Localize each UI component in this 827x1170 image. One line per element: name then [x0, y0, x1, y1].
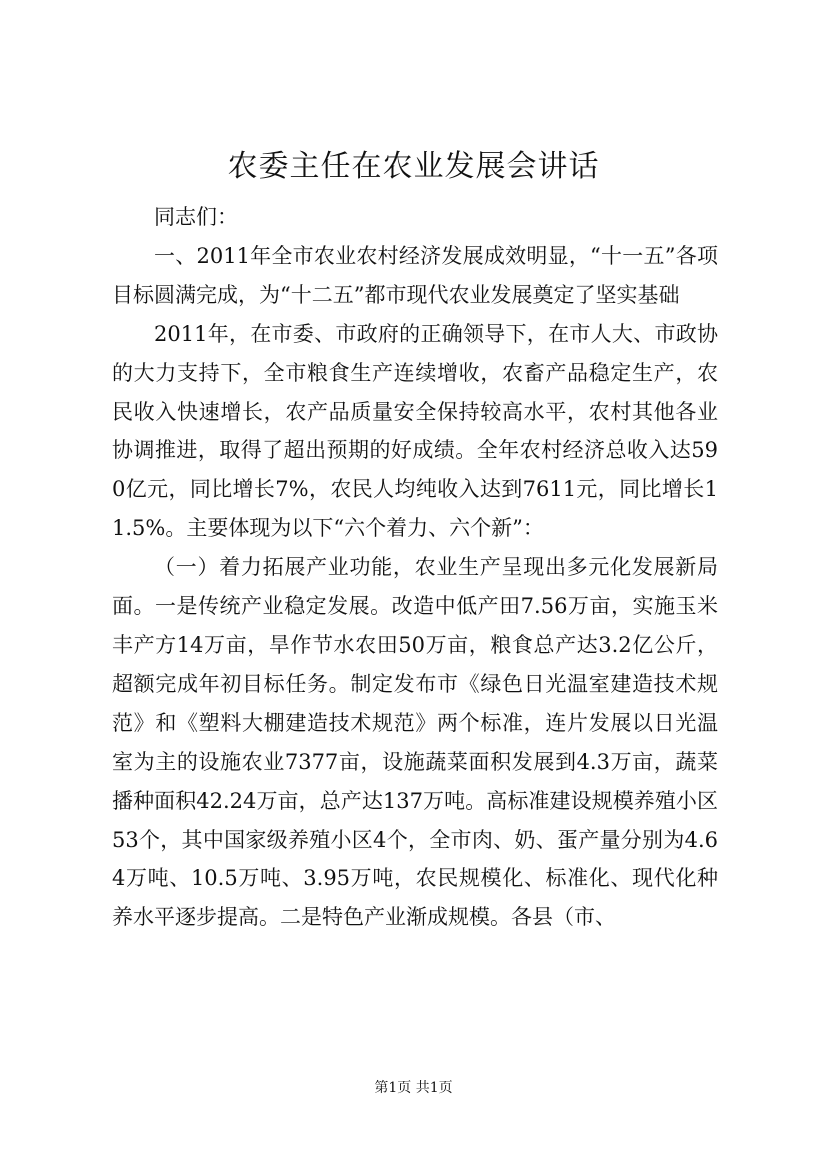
summary-paragraph: 2011年，在市委、市政府的正确领导下，在市人大、市政协的大力支持下，全市粮食生产连续增收，农畜产品稳定生产，农民收入快速增长，农产品质量安全保持较高水平，农村其他各业协调推进，取得了超出预期的好成绩。全年农村经济总收入达590亿元，同比增长7%，农民人均纯收入达到7611元，同比增长11.5%。主要体现为以下“六个着力、六个新”：: [112, 321, 718, 541]
detail-paragraph: （一）着力拓展产业功能，农业生产呈现出多元化发展新局面。一是传统产业稳定发展。改造中低产田7.56万亩，实施玉米丰产方14万亩，旱作节水农田50万亩，粮食总产达3.2亿公斤，超额完成年初目标任务。制定发布市《绿色日光温室建造技术规范》和《塑料大棚建造技术规范》两个标准，连片发展以日光温室为主的设施农业7377亩，设施蔬菜面积发展到4.3万亩，蔬菜播种面积42.24万亩，总产达137万吨。高标准建设规模养殖小区53个，其中国家级养殖小区4个，全市肉、奶、蛋产量分别为4.64万吨、10.5万吨、3.95万吨，农民规模化、标准化、现代化种养水平逐步提高。二是特色产业渐成规模。各县（市、: [112, 555, 718, 930]
document-title: 农委主任在农业发展会讲话: [227, 149, 600, 184]
document-body: [112, 198, 718, 937]
salutation-paragraph: 同志们：: [154, 205, 238, 229]
page-number-footer: 第1页 共1页: [374, 1080, 453, 1096]
section-heading-paragraph: 一、2011年全市农业农村经济发展成效明显，“十一五”各项目标圆满完成，为“十二五”都市现代农业发展奠定了坚实基础: [112, 243, 718, 307]
